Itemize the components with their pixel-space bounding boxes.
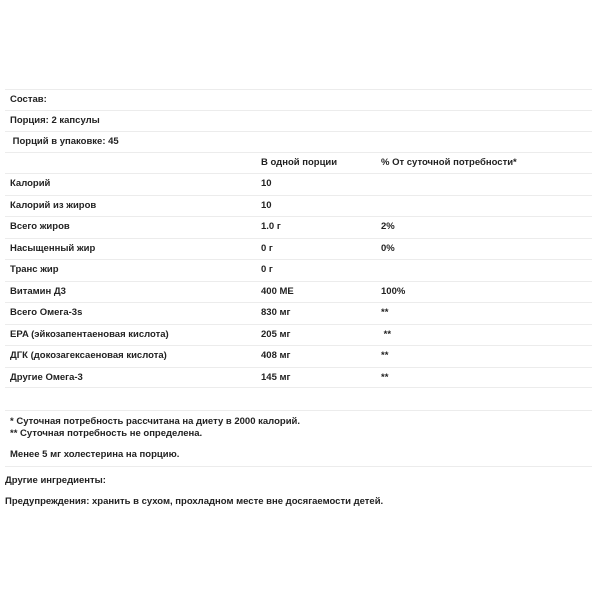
- nutrient-daily-value: **: [381, 307, 389, 318]
- nutrient-name: Насыщенный жир: [10, 242, 96, 254]
- table-row: [5, 302, 592, 324]
- table-row: [5, 173, 592, 195]
- nutrient-name: EPA (эйкозапентаеновая кислота): [10, 328, 169, 340]
- nutrient-daily-value: **: [381, 328, 392, 340]
- table-row: [5, 195, 592, 217]
- nutrient-name: Всего Омега-3s: [10, 307, 83, 318]
- nutrient-name: Транс жир: [10, 264, 59, 275]
- servings-per-container-label: Порций в упаковке: 45: [10, 136, 119, 147]
- nutrient-daily-value: 2%: [381, 221, 395, 232]
- supplement-facts-table: [5, 89, 592, 388]
- nutrient-daily-value: **: [381, 350, 389, 361]
- nutrient-daily-value: 0%: [381, 242, 395, 254]
- serving-size-row: [5, 110, 592, 131]
- table-row: [5, 281, 592, 303]
- nutrient-name: ДГК (докозагексаеновая кислота): [10, 350, 167, 361]
- table-row: [5, 367, 592, 389]
- nutrient-amount: 205 мг: [261, 328, 291, 340]
- table-row: [5, 216, 592, 238]
- serving-size-label: Порция: 2 капсулы: [10, 115, 100, 126]
- nutrient-amount: 0 г: [261, 242, 273, 254]
- nutrient-name: Калорий: [10, 178, 51, 189]
- nutrient-amount: 0 г: [261, 264, 273, 275]
- nutrient-name: Другие Омега-3: [10, 371, 83, 383]
- composition-row: [5, 89, 592, 110]
- other-ingredients-label: Другие ингредиенты:: [5, 475, 106, 486]
- daily-value-footnote: * Суточная потребность рассчитана на диету в 2000 калорий.: [10, 416, 301, 427]
- nutrient-daily-value: 100%: [381, 285, 406, 297]
- nutrient-daily-value: **: [381, 371, 389, 383]
- table-row: [5, 345, 592, 367]
- table-row: [5, 324, 592, 346]
- column-header-row: [5, 152, 592, 173]
- not-established-footnote: ** Суточная потребность не определена.: [10, 428, 203, 439]
- column-header-daily-value: % От суточной потребности*: [381, 157, 517, 168]
- nutrient-amount: 10: [261, 199, 272, 211]
- nutrient-name: Калорий из жиров: [10, 199, 97, 211]
- nutrient-amount: 400 МЕ: [261, 285, 294, 297]
- nutrient-amount: 145 мг: [261, 371, 291, 383]
- nutrient-name: Всего жиров: [10, 221, 70, 232]
- footnotes-section: [5, 410, 592, 466]
- nutrient-amount: 10: [261, 178, 272, 189]
- table-row: [5, 238, 592, 260]
- column-header-per-serving: В одной порции: [261, 157, 338, 168]
- composition-label: Состав:: [10, 94, 47, 105]
- nutrient-amount: 1.0 г: [261, 221, 281, 232]
- nutrient-amount: 830 мг: [261, 307, 291, 318]
- nutrient-amount: 408 мг: [261, 350, 291, 361]
- servings-per-container-row: [5, 131, 592, 152]
- table-row: [5, 259, 592, 281]
- cholesterol-footnote: Менее 5 мг холестерина на порцию.: [10, 449, 180, 460]
- divider: [5, 466, 592, 467]
- nutrient-name: Витамин Д3: [10, 285, 66, 297]
- warnings-text: Предупреждения: хранить в сухом, прохладном месте вне досягаемости детей.: [5, 496, 384, 507]
